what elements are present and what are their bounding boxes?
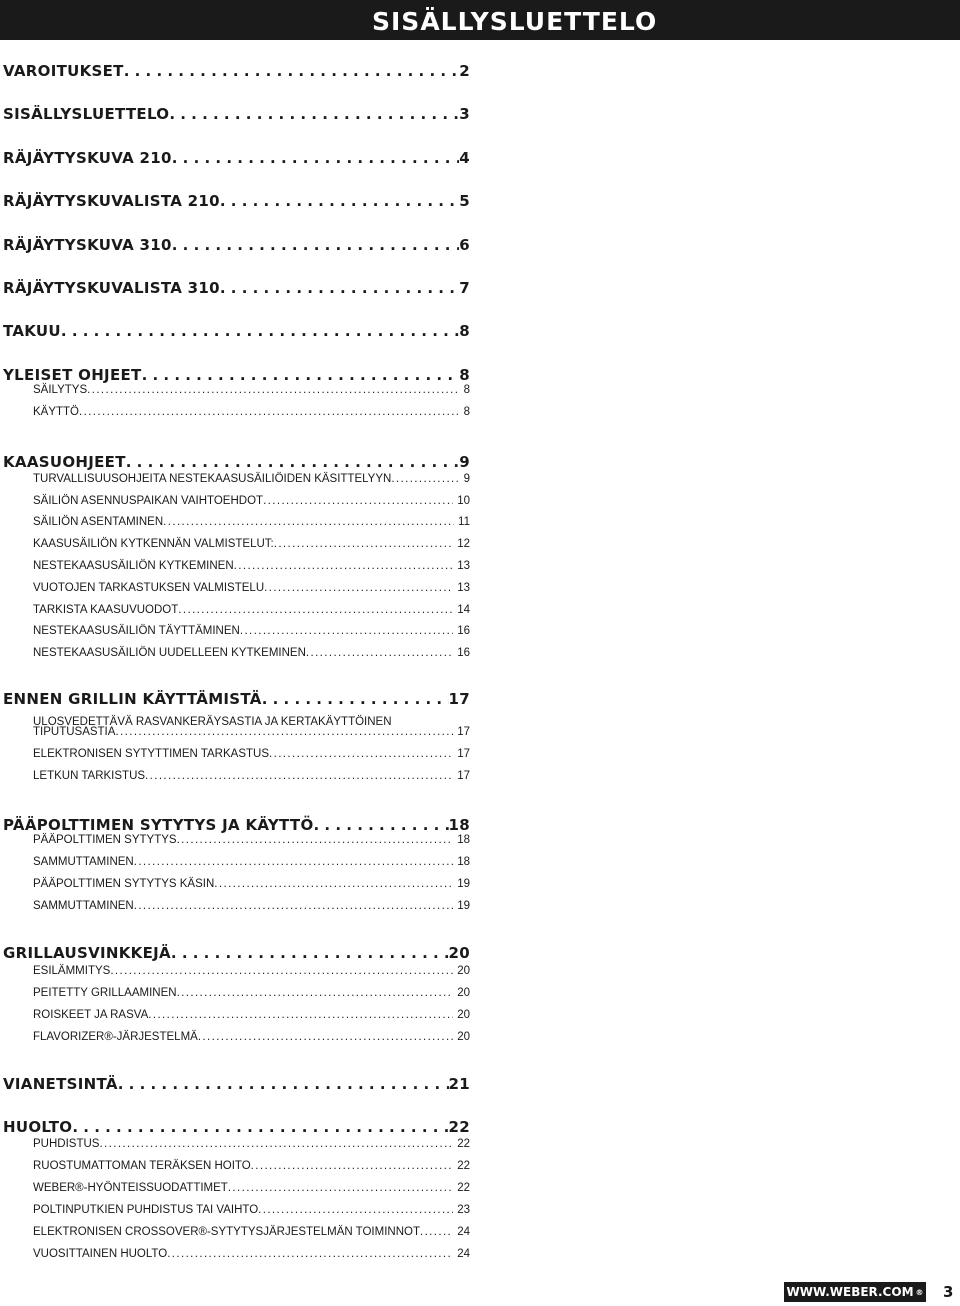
toc-subsection-entry[interactable]	[33, 600, 470, 616]
toc-subsection-entry[interactable]	[33, 766, 470, 782]
toc-subsection-title: ROISKEET JA RASVA	[33, 1009, 149, 1021]
toc-leader-dots	[214, 878, 453, 890]
toc-subsection-title: KAASUSÄILIÖN KYTKENNÄN VALMISTELUT:	[33, 538, 274, 550]
toc-subsection-page: 20	[457, 987, 470, 999]
toc-subsection-page: 17	[457, 770, 470, 782]
toc-subsection-page: 23	[457, 1204, 470, 1216]
toc-section-page: 17	[448, 690, 470, 708]
toc-subsection-title: PEITETTY GRILLAAMINEN	[33, 987, 177, 999]
toc-leader-dots	[134, 856, 453, 868]
toc-subsection-title: RUOSTUMATTOMAN TERÄKSEN HOITO	[33, 1160, 251, 1172]
toc-section-title: RÄJÄYTYSKUVALISTA 310	[3, 279, 220, 297]
toc-leader-dots	[110, 965, 453, 977]
toc-subsection-entry[interactable]	[33, 983, 470, 999]
toc-subsection-entry[interactable]	[33, 1134, 470, 1150]
toc-subsection-entry[interactable]	[33, 491, 470, 507]
toc-subsection-title: PUHDISTUS	[33, 1138, 100, 1150]
toc-section-page: 8	[459, 322, 470, 340]
toc-leader-dots	[251, 1160, 454, 1172]
toc-leader-dots	[240, 625, 453, 637]
toc-subsection-title: NESTEKAASUSÄILIÖN TÄYTTÄMINEN	[33, 625, 240, 637]
toc-section-entry[interactable]	[3, 232, 470, 254]
toc-section-entry[interactable]	[3, 940, 470, 962]
toc-subsection-entry[interactable]	[33, 1222, 470, 1238]
toc-section-title: ENNEN GRILLIN KÄYTTÄMISTÄ	[3, 690, 262, 708]
toc-subsection-entry[interactable]	[33, 852, 470, 868]
toc-section-page: 20	[448, 944, 470, 962]
toc-subsection-page: 9	[463, 473, 470, 485]
toc-subsection-page: 8	[463, 406, 470, 418]
toc-subsection-page: 24	[457, 1226, 470, 1238]
toc-subsection-page: 16	[457, 647, 470, 659]
toc-subsection-title: ELEKTRONISEN SYTYTTIMEN TARKASTUS	[33, 748, 270, 760]
toc-section-page: 4	[459, 149, 470, 167]
toc-subsection-title: TURVALLISUUSOHJEITA NESTEKAASUSÄILIÖIDEN KÄSITTELYYN	[33, 473, 392, 485]
toc-subsection-title: ESILÄMMITYS	[33, 965, 111, 977]
page-title: SISÄLLYSLUETTELO	[372, 7, 658, 36]
toc-section-title: PÄÄPOLTTIMEN SYTYTYS JA KÄYTTÖ	[3, 816, 314, 834]
toc-leader-dots	[420, 1226, 453, 1238]
toc-subsection-entry[interactable]	[33, 722, 470, 738]
toc-subsection-title: NESTEKAASUSÄILIÖN UUDELLEEN KYTKEMINEN	[33, 647, 306, 659]
toc-leader-dots	[262, 690, 449, 708]
toc-section-entry[interactable]	[3, 188, 470, 210]
toc-subsection-page: 19	[457, 900, 470, 912]
toc-leader-dots	[274, 538, 453, 550]
toc-leader-dots	[61, 322, 459, 340]
toc-subsection-entry[interactable]	[33, 469, 470, 485]
toc-subsection-entry[interactable]	[33, 896, 470, 912]
toc-subsection-entry[interactable]	[33, 578, 470, 594]
toc-subsection-title: FLAVORIZER®-JÄRJESTELMÄ	[33, 1031, 198, 1043]
toc-subsection-entry[interactable]	[33, 1244, 470, 1260]
toc-subsection-title: PÄÄPOLTTIMEN SYTYTYS	[33, 834, 177, 846]
toc-subsection-entry[interactable]	[33, 380, 470, 396]
toc-subsection-page: 18	[457, 834, 470, 846]
toc-subsection-page: 8	[463, 384, 470, 396]
toc-leader-dots	[124, 62, 460, 80]
toc-subsection-page: 17	[457, 726, 470, 738]
toc-leader-dots	[172, 236, 460, 254]
toc-section-page: 8	[459, 366, 470, 384]
toc-section-entry[interactable]	[3, 58, 470, 80]
page-number: 3	[943, 1283, 954, 1301]
toc-subsection-page: 14	[457, 604, 470, 616]
toc-leader-dots	[145, 770, 453, 782]
toc-subsection-title: SÄILIÖN ASENTAMINEN	[33, 516, 164, 528]
toc-subsection-title: SÄILIÖN ASENNUSPAIKAN VAIHTOEHDOT	[33, 495, 264, 507]
toc-leader-dots	[391, 473, 459, 485]
toc-subsection-entry[interactable]	[33, 1200, 470, 1216]
toc-section-entry[interactable]	[3, 318, 470, 340]
toc-subsection-page: 22	[457, 1160, 470, 1172]
website-badge	[784, 1282, 926, 1302]
toc-section-title: SISÄLLYSLUETTELO	[3, 105, 170, 123]
toc-leader-dots	[163, 516, 454, 528]
toc-subsection-page: 13	[457, 582, 470, 594]
toc-section-title: RÄJÄYTYSKUVA 310	[3, 236, 172, 254]
toc-subsection-title: VUOSITTAINEN HUOLTO	[33, 1248, 168, 1260]
toc-section-title: TAKUU	[3, 322, 61, 340]
toc-leader-dots	[171, 944, 449, 962]
registered-mark: ®	[915, 1287, 924, 1297]
toc-subsection-title: WEBER®-HYÖNTEISSUODATTIMET	[33, 1182, 228, 1194]
toc-section-entry[interactable]	[3, 145, 470, 167]
toc-subsection-page: 22	[457, 1182, 470, 1194]
toc-subsection-title: TIPUTUSASTIA	[33, 726, 116, 738]
toc-subsection-page: 13	[457, 560, 470, 572]
toc-section-entry[interactable]	[3, 449, 470, 471]
toc-subsection-title: SAMMUTTAMINEN	[33, 856, 134, 868]
toc-subsection-title: PÄÄPOLTTIMEN SYTYTYS KÄSIN	[33, 878, 215, 890]
toc-section-page: 18	[448, 816, 470, 834]
toc-leader-dots	[148, 1009, 453, 1021]
toc-section-title: VIANETSINTÄ	[3, 1075, 118, 1093]
toc-subsection-title: POLTINPUTKIEN PUHDISTUS TAI VAIHTO	[33, 1204, 259, 1216]
toc-leader-dots	[258, 1204, 453, 1216]
toc-section-title: YLEISET OHJEET	[3, 366, 142, 384]
toc-leader-dots	[198, 1031, 453, 1043]
toc-leader-dots	[220, 279, 459, 297]
toc-subsection-title: NESTEKAASUSÄILIÖN KYTKEMINEN	[33, 560, 234, 572]
toc-leader-dots	[228, 1182, 453, 1194]
toc-subsection-entry[interactable]	[33, 534, 470, 550]
toc-section-page: 2	[459, 62, 470, 80]
toc-section-title: GRILLAUSVINKKEJÄ	[3, 944, 171, 962]
toc-subsection-entry[interactable]	[33, 621, 470, 637]
toc-subsection-title: VUOTOJEN TARKASTUKSEN VALMISTELU	[33, 582, 265, 594]
toc-section-page: 9	[459, 453, 470, 471]
toc-leader-dots	[87, 384, 459, 396]
toc-subsection-entry[interactable]	[33, 402, 470, 418]
toc-subsection-entry[interactable]	[33, 512, 470, 528]
toc-leader-dots	[172, 149, 460, 167]
toc-subsection-page: 22	[457, 1138, 470, 1150]
toc-subsection-page: 20	[457, 965, 470, 977]
toc-leader-dots	[263, 495, 453, 507]
toc-section-title: RÄJÄYTYSKUVALISTA 210	[3, 192, 220, 210]
toc-subsection-title: TARKISTA KAASUVUODOT	[33, 604, 179, 616]
toc-subsection-entry[interactable]	[33, 1005, 470, 1021]
toc-leader-dots	[167, 1248, 453, 1260]
toc-leader-dots	[99, 1138, 453, 1150]
toc-subsection-title: SÄILYTYS	[33, 384, 88, 396]
toc-subsection-entry[interactable]	[33, 1156, 470, 1172]
toc-subsection-entry[interactable]	[33, 830, 470, 846]
toc-subsection-entry[interactable]	[33, 556, 470, 572]
toc-section-title: KAASUOHJEET	[3, 453, 126, 471]
toc-subsection-title: KÄYTTÖ	[33, 406, 80, 418]
toc-section-page: 6	[459, 236, 470, 254]
toc-subsection-page: 19	[457, 878, 470, 890]
toc-section-title: HUOLTO	[3, 1118, 73, 1136]
toc-leader-dots	[177, 834, 454, 846]
toc-subsection-title-line: ULOSVEDETTÄVÄ RASVANKERÄYSASTIA JA KERTAKÄYTTÖINEN	[33, 716, 392, 728]
toc-leader-dots	[79, 406, 460, 418]
toc-section-title: RÄJÄYTYSKUVA 210	[3, 149, 172, 167]
toc-subsection-entry[interactable]	[33, 874, 470, 890]
toc-subsection-page: 18	[457, 856, 470, 868]
toc-leader-dots	[134, 900, 453, 912]
toc-subsection-page: 17	[457, 748, 470, 760]
toc-leader-dots	[178, 604, 453, 616]
toc-leader-dots	[169, 105, 459, 123]
toc-section-entry[interactable]	[3, 1114, 470, 1136]
toc-leader-dots	[234, 560, 454, 572]
toc-subsection-page: 20	[457, 1031, 470, 1043]
toc-section-entry[interactable]	[3, 101, 470, 123]
toc-leader-dots	[220, 192, 459, 210]
toc-subsection-entry[interactable]	[33, 1027, 470, 1043]
toc-subsection-page: 11	[458, 516, 470, 528]
toc-leader-dots	[269, 748, 453, 760]
toc-subsection-page: 20	[457, 1009, 470, 1021]
toc-subsection-entry[interactable]	[33, 643, 470, 659]
toc-leader-dots	[306, 647, 453, 659]
toc-section-page: 22	[448, 1118, 470, 1136]
toc-section-entry[interactable]	[3, 1071, 470, 1093]
toc-subsection-title: ELEKTRONISEN CROSSOVER®-SYTYTYSJÄRJESTELMÄN TOIMINNOT	[33, 1226, 420, 1238]
toc-leader-dots	[264, 582, 453, 594]
toc-subsection-title: LETKUN TARKISTUS	[33, 770, 146, 782]
toc-subsection-entry[interactable]	[33, 1178, 470, 1194]
toc-leader-dots	[118, 1075, 449, 1093]
toc-subsection-page: 24	[457, 1248, 470, 1260]
toc-section-page: 7	[459, 279, 470, 297]
website-url: WWW.WEBER.COM	[786, 1285, 914, 1299]
toc-section-page: 21	[448, 1075, 470, 1093]
toc-subsection-entry[interactable]	[33, 961, 470, 977]
toc-section-page: 3	[459, 105, 470, 123]
toc-subsection-page: 10	[457, 495, 470, 507]
toc-section-title: VAROITUKSET	[3, 62, 124, 80]
toc-leader-dots	[177, 987, 454, 999]
toc-subsection-title: SAMMUTTAMINEN	[33, 900, 134, 912]
toc-section-page: 5	[459, 192, 470, 210]
toc-section-entry[interactable]	[3, 275, 470, 297]
toc-leader-dots	[115, 726, 453, 738]
toc-section-entry[interactable]	[3, 686, 470, 708]
toc-subsection-page: 16	[457, 625, 470, 637]
toc-subsection-entry[interactable]	[33, 744, 470, 760]
toc-subsection-page: 12	[457, 538, 470, 550]
